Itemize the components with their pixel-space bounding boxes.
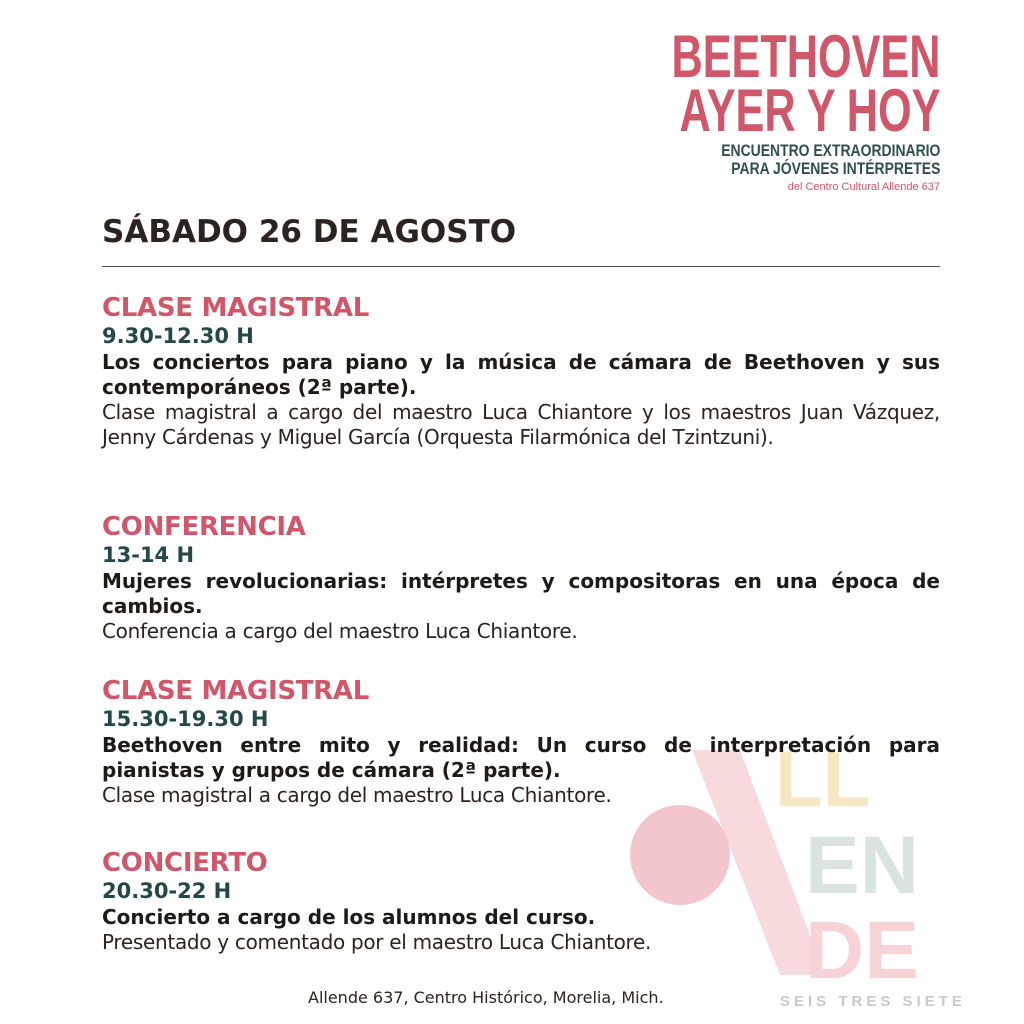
event-item: [102, 512, 940, 644]
event-time: 20.30-22 H: [102, 879, 232, 903]
event-item: [102, 848, 940, 955]
event-title: Mujeres revolucionarias: intérpretes y compositoras en una época de cambios.: [102, 569, 940, 618]
event-type: CONFERENCIA: [102, 512, 306, 542]
logo-de-text: DE: [805, 905, 919, 996]
event-item: [102, 293, 940, 450]
subtitle-line-2: PARA JÓVENES INTÉRPRETES: [730, 159, 940, 178]
subtitle-line-1: ENCUENTRO EXTRAORDINARIO: [720, 141, 940, 160]
title-line-1: BEETHOVEN: [671, 23, 940, 90]
event-item: [102, 676, 940, 808]
event-type: CLASE MAGISTRAL: [102, 676, 369, 706]
event-header: [567, 23, 940, 194]
event-title: Concierto a cargo de los alumnos del curso.: [102, 905, 596, 929]
event-description: Presentado y comentado por el maestro Luca Chiantore.: [102, 930, 652, 954]
date-heading: SÁBADO 26 DE AGOSTO: [102, 214, 517, 250]
logo-tagline: SEIS TRES SIETE: [780, 993, 966, 1010]
organizer-line: del Centro Cultural Allende 637: [787, 181, 940, 193]
event-time: 13-14 H: [102, 543, 195, 567]
event-description: Clase magistral a cargo del maestro Luca Chiantore.: [102, 783, 612, 807]
event-description: Conferencia a cargo del maestro Luca Chiantore.: [102, 619, 578, 643]
event-type: CLASE MAGISTRAL: [102, 293, 369, 323]
event-time: 9.30-12.30 H: [102, 324, 254, 348]
event-title: Beethoven entre mito y realidad: Un curso de interpretación para pianistas y grupos de cámara (2ª parte).: [102, 733, 940, 782]
event-type: CONCIERTO: [102, 848, 268, 878]
title-line-2: AYER Y HOY: [679, 77, 940, 144]
venue-address: Allende 637, Centro Histórico, Morelia, Mich.: [308, 988, 664, 1007]
event-title: Los conciertos para piano y la música de cámara de Beethoven y sus contemporáneos (2ª parte).: [102, 350, 940, 399]
logo-ll-text: LL: [775, 740, 871, 823]
logo-en-text: EN: [805, 820, 919, 911]
event-time: 15.30-19.30 H: [102, 707, 269, 731]
divider: [102, 266, 940, 267]
event-description: Clase magistral a cargo del maestro Luca Chiantore y los maestros Juan Vázquez, Jenny Cárdenas y Miguel García (Orquesta Filarmónica del Tzintzuni).: [102, 400, 940, 449]
